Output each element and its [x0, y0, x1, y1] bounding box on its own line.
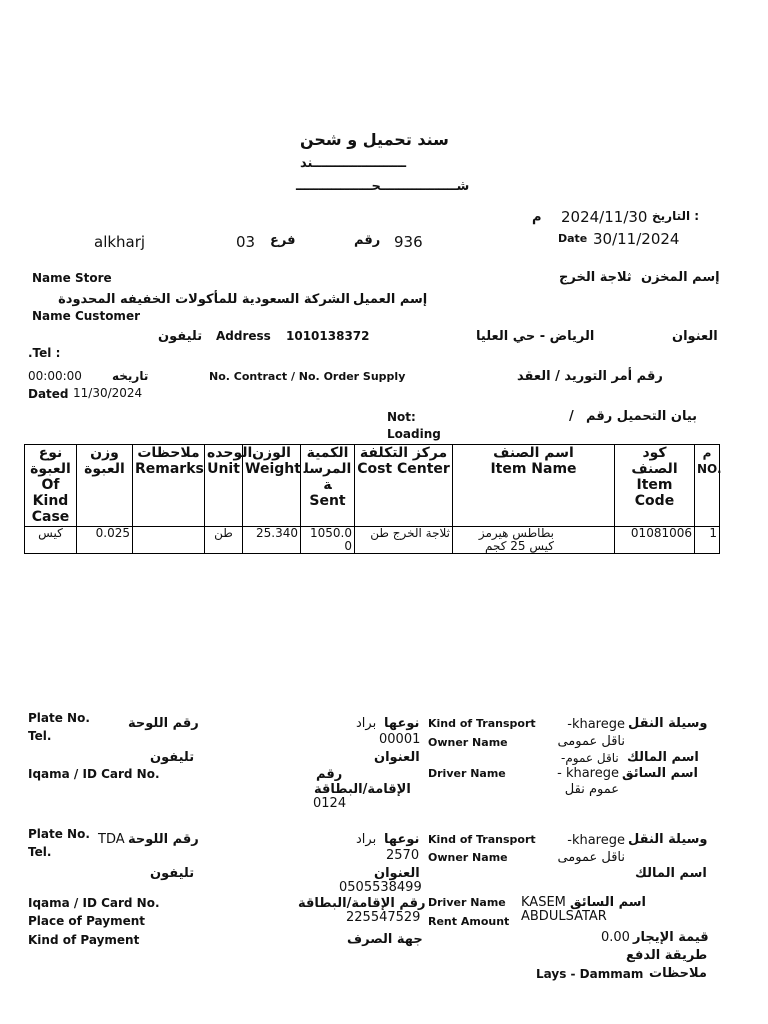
t2-driver-name-en: Driver Name — [428, 896, 506, 909]
dated-label: Dated — [28, 387, 69, 401]
number-value: 936 — [394, 233, 423, 251]
loading-en-label-1: Not: — [387, 410, 416, 424]
cell-no: 1 — [695, 527, 720, 554]
store-en-label: Name Store — [32, 271, 112, 285]
header-case-kind: نوع العبوة Of Kind Case — [25, 445, 77, 527]
address-ar-label: العنوان — [672, 329, 718, 344]
document-title: سند تحميل و شحن — [300, 130, 449, 149]
date-value: 2024/11/30 — [561, 208, 648, 226]
t1-iqama-value: 0124 — [313, 796, 347, 811]
t2-expense-ar: جهة الصرف — [347, 932, 423, 947]
cell-sent: 1050.00 — [301, 527, 355, 554]
t1-driver-name-en: Driver Name — [428, 767, 506, 780]
loading-en-label-2: Loading — [387, 427, 441, 441]
t1-owner-number: 00001 — [379, 732, 421, 747]
header-no: م NO. — [695, 445, 720, 527]
t1-owner-value: -ناقل عموم — [561, 751, 619, 765]
t1-iqama-en: Iqama / ID Card No. — [28, 767, 160, 781]
t2-driver-ar: اسم السائق — [570, 895, 647, 910]
t1-driver-value: kharege - عموم نقل — [557, 766, 619, 797]
loading-separator: / — [569, 409, 574, 424]
contract-date-ar-label: تاريخه — [112, 369, 149, 383]
cell-item-code: 01081006 — [615, 527, 695, 554]
t2-kind-ar: نوعها — [384, 832, 420, 847]
t2-driver-value-2: ABDULSATAR — [521, 909, 607, 924]
cell-weight: 25.340 — [243, 527, 301, 554]
cell-case-weight: 0.025 — [77, 527, 133, 554]
customer-ar-value: الشركة السعودية للمأكولات الخفيفه المحدودة — [58, 292, 350, 307]
t2-rent-value: 0.00 — [601, 930, 630, 945]
date-en-label: Date — [558, 232, 588, 245]
t1-tel-en: Tel. — [28, 729, 52, 743]
t1-plate-en: Plate No. — [28, 711, 90, 725]
contract-time: 00:00:00 — [28, 369, 82, 383]
cell-remarks — [133, 527, 205, 554]
t2-owner-name-en: Owner Name — [428, 851, 508, 864]
t2-phone-value: 0505538499 — [339, 880, 422, 895]
t2-kind-payment-en: Kind of Payment — [28, 933, 140, 947]
cell-unit: طن — [205, 527, 243, 554]
t2-rent-ar: قيمة الإيجار — [633, 930, 709, 945]
t2-plate-value: TDA — [98, 832, 125, 847]
tel-ar-label: تليفون — [158, 329, 203, 344]
t2-iqama-ar: رقم الإقامة/البطاقة — [298, 896, 426, 911]
t2-plate-en: Plate No. — [28, 827, 90, 841]
t2-place-payment-en: Place of Payment — [28, 914, 146, 928]
header-item-code: كود الصنف Item Code — [615, 445, 695, 527]
t2-owner-number: 2570 — [386, 848, 420, 863]
store-ar-label: إسم المخزن — [641, 270, 720, 285]
header-sent: الكمية المرسلة Sent — [301, 445, 355, 527]
t2-iqama-en: Iqama / ID Card No. — [28, 896, 160, 910]
header-remarks: ملاحظات Remarks — [133, 445, 205, 527]
t2-vehicle-ar: وسيلة النقل — [628, 832, 708, 847]
header-item-name: اسم الصنف Item Name — [453, 445, 615, 527]
table-row — [25, 527, 720, 554]
dated-value: 11/30/2024 — [73, 386, 143, 400]
t1-driver-ar: اسم السائق — [622, 766, 699, 781]
t1-kind-transport-en: Kind of Transport — [428, 717, 536, 730]
tel-en-label: .Tel : — [28, 346, 61, 360]
customer-en-label: Name Customer — [32, 309, 140, 323]
date-en-value: 30/11/2024 — [593, 230, 680, 248]
address-en-label: Address — [216, 329, 271, 343]
t2-driver-value-1: KASEM — [521, 895, 566, 910]
t2-payment-method-ar: طريقة الدفع — [626, 948, 708, 963]
t2-notes-ar: ملاحظات — [649, 966, 707, 981]
t2-owner-ar: اسم المالك — [635, 866, 707, 881]
header-cost-center: مركز التكلفة Cost Center — [355, 445, 453, 527]
document-subtitle-line-2: شـــــــــــــــــحـــــــــــــــــ — [296, 179, 470, 194]
header-case-weight: وزن العبوة — [77, 445, 133, 527]
t1-vehicle-value: kharege- ناقل عمومى — [557, 717, 625, 749]
t2-plate-ar: رقم اللوحة — [128, 832, 199, 847]
t1-iqama-ar-2: الإقامة/البطاقة — [314, 782, 411, 797]
t2-kind-transport-en: Kind of Transport — [428, 833, 536, 846]
t2-iqama-value: 225547529 — [346, 910, 421, 925]
branch-city: alkharj — [94, 233, 146, 251]
cell-case-kind: كيس — [25, 527, 77, 554]
header-weight: الوزن Weight — [243, 445, 301, 527]
t1-owner-name-en: Owner Name — [428, 736, 508, 749]
branch-value: 03 — [236, 233, 256, 251]
document-subtitle-line-1: ـــــــــــــــــــــند — [300, 156, 407, 171]
store-ar-value: ثلاجة الخرج — [559, 270, 632, 285]
customer-ar-label: إسم العميل — [353, 292, 428, 307]
t2-rent-amount-en: Rent Amount — [428, 915, 510, 928]
t2-kind-value: براد — [356, 832, 377, 847]
date-m-suffix: م — [532, 210, 542, 225]
t2-tel-en: Tel. — [28, 845, 52, 859]
items-table — [24, 444, 720, 554]
t1-plate-ar: رقم اللوحة — [128, 716, 199, 731]
cell-item-name: بطاطس هيرمز كيس 25 كجم — [453, 527, 615, 554]
t1-kind-value: براد — [356, 716, 377, 731]
header-unit: الوحده Unit — [205, 445, 243, 527]
cell-cost-center: ثلاجة الخرج طن — [355, 527, 453, 554]
t2-address-ar: العنوان — [374, 866, 420, 881]
t1-tel-ar: تليفون — [150, 750, 195, 765]
branch-label: فرع — [270, 233, 296, 248]
address-ar-value: الرياض - حي العليا — [476, 329, 595, 344]
t1-kind-ar: نوعها — [384, 716, 420, 731]
number-label: رقم — [354, 233, 381, 248]
loading-ar-label: بيان التحميل رقم — [586, 409, 698, 424]
date-ar-label: التاريخ : — [652, 209, 700, 223]
contract-en-label: No. Contract / No. Order Supply — [209, 370, 406, 383]
t1-owner-ar: اسم المالك — [627, 750, 699, 765]
table-header-row — [25, 445, 720, 527]
contract-ar-label: رقم أمر التوريد / العقد — [517, 369, 663, 384]
t2-vehicle-value: kharege- ناقل عمومى — [557, 833, 625, 865]
t2-notes-value: Lays - Dammam — [536, 967, 644, 981]
t1-address-ar: العنوان — [374, 750, 420, 765]
t2-tel-ar: تليفون — [150, 866, 195, 881]
t1-vehicle-ar: وسيلة النقل — [628, 716, 708, 731]
address-number: 1010138372 — [286, 329, 370, 343]
t1-iqama-ar-1: رقم — [316, 767, 343, 782]
